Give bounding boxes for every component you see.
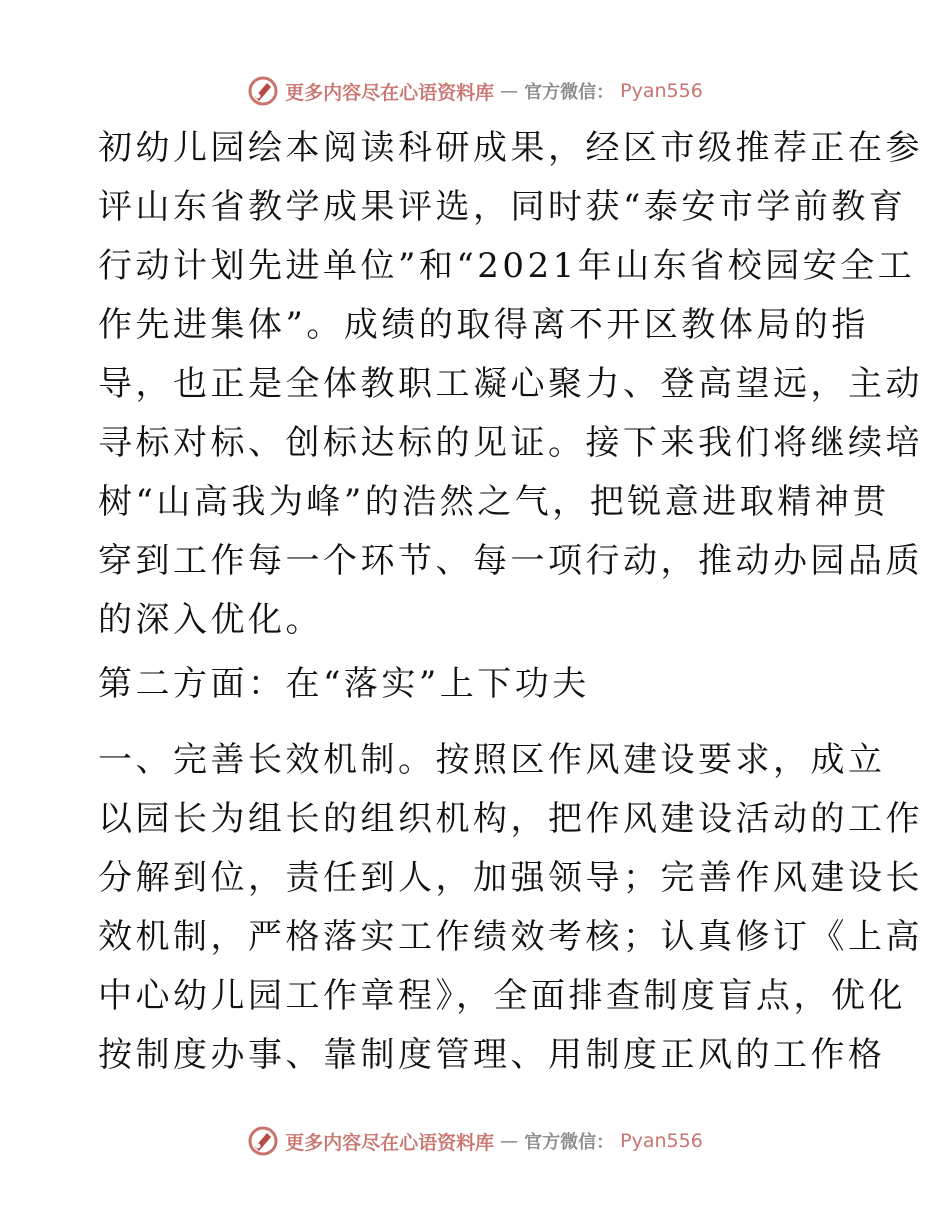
body-line: 分解到位，责任到人，加强领导；完善作风建设长 (98, 858, 923, 898)
watermark-wechat-id: Pyan556 (620, 1130, 703, 1152)
body-line: 的深入优化。 (98, 600, 323, 640)
body-line: 作先进集体”。成绩的取得离不开区教体局的指 (98, 305, 869, 345)
body-line: 导，也正是全体教职工凝心聚力、登高望远，主动 (98, 364, 923, 404)
watermark-text: 更多内容尽在心语资料库 (285, 81, 495, 104)
body-line: 穿到工作每一个环节、每一项行动，推动办园品质 (98, 541, 923, 581)
footer-watermark (0, 1124, 950, 1158)
watermark-wechat-label: 官方微信： (524, 1132, 615, 1153)
body-line: 按制度办事、靠制度管理、用制度正风的工作格 (98, 1035, 886, 1075)
body-line: 一、完善长效机制。按照区作风建设要求，成立 (98, 740, 886, 780)
section-heading: 第二方面：在“落实”上下功夫 (98, 664, 590, 704)
body-line: 以园长为组长的组织机构，把作风建设活动的工作 (98, 799, 923, 839)
watermark-separator: — (500, 1130, 519, 1152)
watermark-separator: — (500, 80, 519, 102)
body-line: 评山东省教学成果评选，同时获“泰安市学前教育 (98, 187, 907, 227)
body-line: 初幼儿园绘本阅读科研成果，经区市级推荐正在参 (98, 128, 923, 168)
body-line: 效机制，严格落实工作绩效考核；认真修订《上高 (98, 917, 923, 957)
watermark-text: 更多内容尽在心语资料库 (285, 1131, 495, 1154)
body-line: 中心幼儿园工作章程》，全面排查制度盲点，优化 (98, 976, 906, 1016)
body-line: 行动计划先进单位”和“2021年山东省校园安全工 (98, 246, 916, 286)
logo-icon (247, 1125, 279, 1157)
body-line: 寻标对标、创标达标的见证。接下来我们将继续培 (98, 423, 923, 463)
watermark-wechat-id: Pyan556 (620, 80, 703, 102)
watermark-wechat-label: 官方微信： (524, 82, 615, 103)
body-line: 树“山高我为峰”的浩然之气，把锐意进取精神贯 (98, 482, 890, 522)
